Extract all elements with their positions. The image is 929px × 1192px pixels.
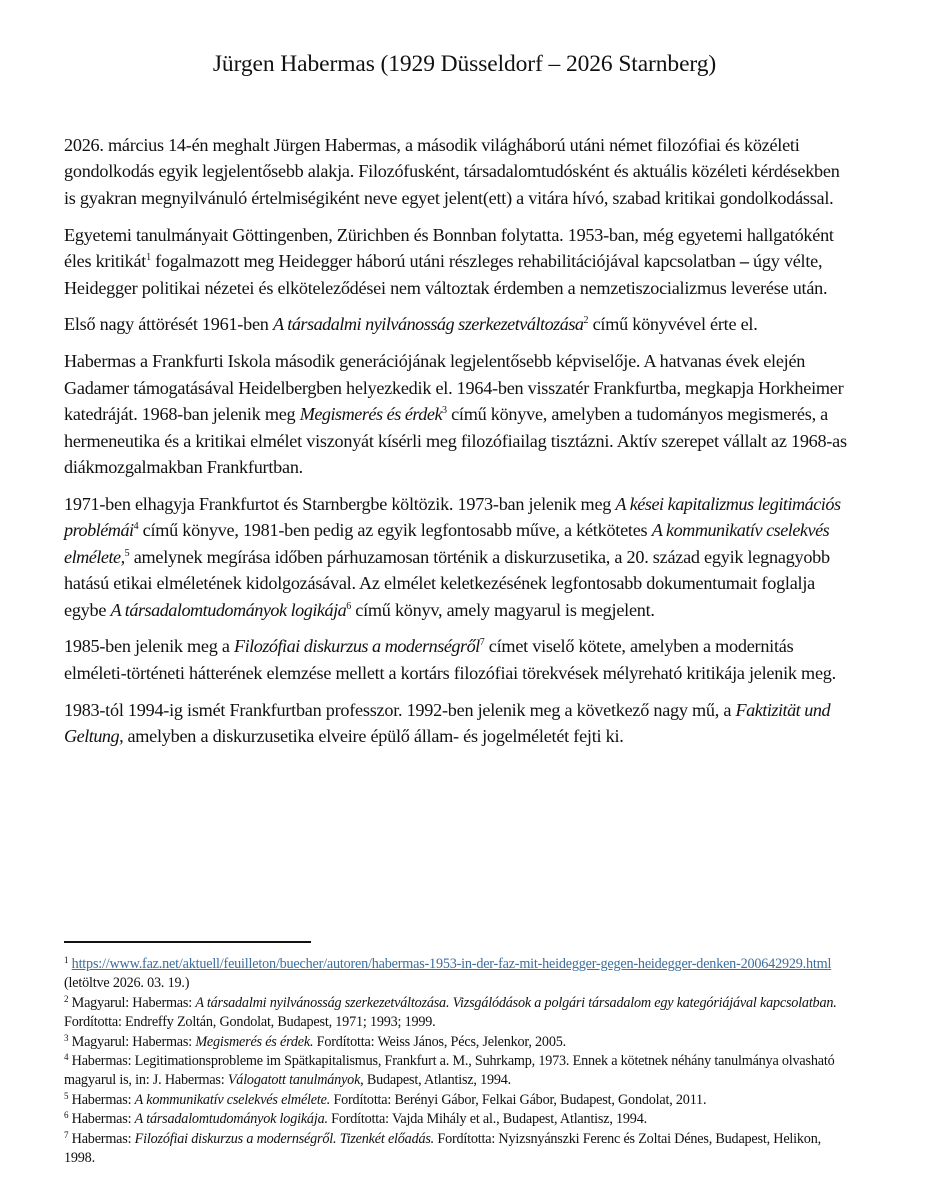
book-title: Megismerés és érdek. — [195, 1033, 314, 1050]
footnote-text: Fordította: Berényi Gábor, Felkai Gábor, Budapest, Gondolat, 2011. — [330, 1091, 707, 1108]
paragraph-death-notice — [64, 132, 854, 211]
paragraph-text: című könyve, amelyben a tudományos megismerés, a hermeneutika és a kritikai elmélet viszonyát kísérli meg filozófiailag tisztázni. Aktív szerepet vállalt az 1968-as diákmozgalmakban Frankfurtban. — [64, 404, 847, 477]
book-title: A társadalomtudományok logikája — [110, 599, 347, 620]
footnote-text: Fordította: Vajda Mihály et al., Budapest, Atlantisz, 1994. — [327, 1111, 647, 1128]
book-title: Filozófiai diskurzus a modernségről. Tizenkét előadás. — [134, 1130, 435, 1147]
paragraph-text: Egyetemi tanulmányait Göttingenben, Zürichben és Bonnban folytatta. 1953-ban, még egyetemi hallgatóként éles kritikát — [64, 224, 834, 272]
footnote-link[interactable]: https://www.faz.net/aktuell/feuilleton/buecher/autoren/habermas-1953-in-der-faz-mit-heidegger-gegen-heidegger-denken-200642929.html — [71, 956, 832, 972]
footnote-text: Fordította: Nyizsnyánszki Ferenc és Zoltai Dénes, Budapest, Helikon, 1998. — [64, 1130, 821, 1167]
paragraph-text: amelyben a diskurzusetika elveire épülő állam- és jogelméletét fejti ki. — [123, 726, 624, 747]
paragraph-studies — [64, 222, 854, 301]
footnote-3 — [64, 1033, 854, 1052]
paragraph-text: 1983-tól 1994-ig ismét Frankfurtban professzor. 1992-ben jelenik meg a következő nagy mű, a — [64, 699, 736, 720]
footnote-number: 3 — [64, 1032, 69, 1043]
article-body — [64, 132, 854, 760]
paragraph-text: Habermas a Frankfurti Iskola második generációjának legjelentősebb képviselője. A hatvanas évek elején Gadamer támogatásával Heidelbergben helyezkedik el. 1964-ben visszatér Frankfurtba, megkapja Horkheimer katedráját. 1968-ban jelenik meg — [64, 351, 844, 425]
paragraph-text: című könyv, amely magyarul is megjelent. — [350, 599, 655, 620]
book-title: A kommunikatív cselekvés elmélete, — [64, 520, 830, 567]
book-title: Megismerés és érdek — [299, 404, 443, 425]
footnote-number: 7 — [64, 1129, 69, 1140]
paragraph-text: Első nagy áttörését 1961-ben — [64, 314, 273, 335]
document-title: Jürgen Habermas (1929 Düsseldorf – 2026 Starnberg) — [212, 51, 717, 77]
footnote-ref-6[interactable]: 6 — [346, 600, 351, 612]
book-title: A kései kapitalizmus legitimációs problémái — [64, 493, 841, 541]
footnote-5 — [64, 1091, 854, 1110]
paragraph-first-breakthrough — [64, 311, 854, 337]
book-title: Filozófiai diskurzus a modernségről — [234, 636, 480, 657]
footnote-text: (letöltve 2026. 03. 19.) — [64, 975, 190, 992]
paragraph-text: úgy vélte, Heidegger politikai nézetei és elköteleződései nem változtak érdemben a nemzetiszocializmus leverése után. — [64, 251, 828, 298]
em-dash: – — [739, 251, 749, 272]
paragraph-text: című könyvével érte el. — [588, 314, 758, 335]
book-title: A társadalomtudományok logikája. — [134, 1111, 328, 1128]
footnote-7 — [64, 1130, 854, 1169]
footnote-text: Habermas: — [68, 1111, 135, 1128]
footnote-text: Budapest, Atlantisz, 1994. — [363, 1072, 512, 1089]
book-title: A kommunikatív cselekvés elmélete. — [134, 1091, 331, 1108]
paragraph-text: fogalmazott meg Heidegger háború utáni részleges rehabilitációjával kapcsolatban — [150, 251, 740, 272]
footnote-number: 1 — [64, 955, 69, 965]
footnote-number: 6 — [64, 1110, 69, 1121]
paragraph-professorship — [64, 697, 854, 750]
paragraph-text: 1971-ben elhagyja Frankfurtot és Starnbergbe költözik. 1973-ban jelenik meg — [64, 493, 616, 514]
footnote-2 — [64, 994, 854, 1033]
footnote-ref-1[interactable]: 1 — [146, 252, 151, 264]
footnote-4 — [64, 1052, 854, 1091]
paragraph-text: 2026. március 14-én meghalt Jürgen Habermas, a második világháború utáni német filozófiai és közéleti gondolkodás egyik legjelentősebb alakja. Filozófusként, társadalomtudósként és aktuális közéleti kérdésekben is gyakran megnyilvánuló értelmiségiként neve egyet jelent(ett) a vitára hívó, szabad kritikai gondolkodással. — [64, 135, 840, 208]
book-title: Válogatott tanulmányok, — [227, 1072, 364, 1089]
book-title: A társadalmi nyilvánosság szerkezetváltozása — [272, 314, 584, 335]
footnotes — [64, 955, 854, 1168]
footnote-number: 5 — [64, 1090, 69, 1101]
footnote-text: Habermas: — [68, 1130, 135, 1147]
footnote-ref-7[interactable]: 7 — [479, 637, 485, 649]
paragraph-text: című könyve, 1981-ben pedig az egyik legfontosabb műve, a kétkötetes — [138, 520, 652, 541]
paragraph-text: amelynek megírása időben párhuzamosan történik a diskurzusetika, a 20. század egyik legnagyobb hatású etikai elméletének kidolgozásával. Az elmélet keletkezésének legfontosabb dokumentumait foglalja egybe — [64, 546, 830, 620]
paragraph-starnberg — [64, 491, 854, 623]
book-title: Faktizität und Geltung, — [64, 699, 831, 747]
footnote-ref-3[interactable]: 3 — [442, 405, 447, 417]
footnote-number: 4 — [64, 1052, 69, 1063]
footnote-text: Magyarul: Habermas: — [68, 994, 196, 1011]
paragraph-frankfurt-school — [64, 348, 854, 480]
footnote-separator — [64, 941, 311, 943]
footnote-text: Habermas: — [68, 1091, 135, 1108]
footnote-ref-2[interactable]: 2 — [583, 315, 589, 327]
footnote-text: Fordította: Endreffy Zoltán, Gondolat, Budapest, 1971; 1993; 1999. — [64, 1014, 436, 1031]
footnote-text: Habermas: Legitimationsprobleme im Spätkapitalismus, Frankfurt a. M., Suhrkamp, 1973. Ennek a kötetnek néhány tanulmánya olvasható magyarul is, in: J. Habermas: — [64, 1053, 835, 1089]
paragraph-text: címet viselő kötete, amelyben a modernitás elméleti-történeti hátterének elemzése mellett a kortárs filozófiai törekvések mélyreható kritikája jelenik meg. — [64, 636, 836, 683]
footnote-ref-4[interactable]: 4 — [133, 521, 139, 533]
footnote-number: 2 — [64, 993, 69, 1004]
book-title: A társadalmi nyilvánosság szerkezetváltozása. Vizsgálódások a polgári társadalom egy kategóriájával kapcsolatban. — [195, 994, 837, 1011]
footnote-text: Fordította: Weiss János, Pécs, Jelenkor, 2005. — [313, 1033, 566, 1050]
footnote-text: Magyarul: Habermas: — [68, 1033, 196, 1050]
paragraph-text: 1985-ben jelenik meg a — [64, 636, 235, 657]
footnote-1 — [64, 955, 854, 994]
paragraph-modernity — [64, 633, 854, 686]
footnote-6 — [64, 1110, 854, 1129]
footnote-ref-5[interactable]: 5 — [124, 547, 130, 559]
